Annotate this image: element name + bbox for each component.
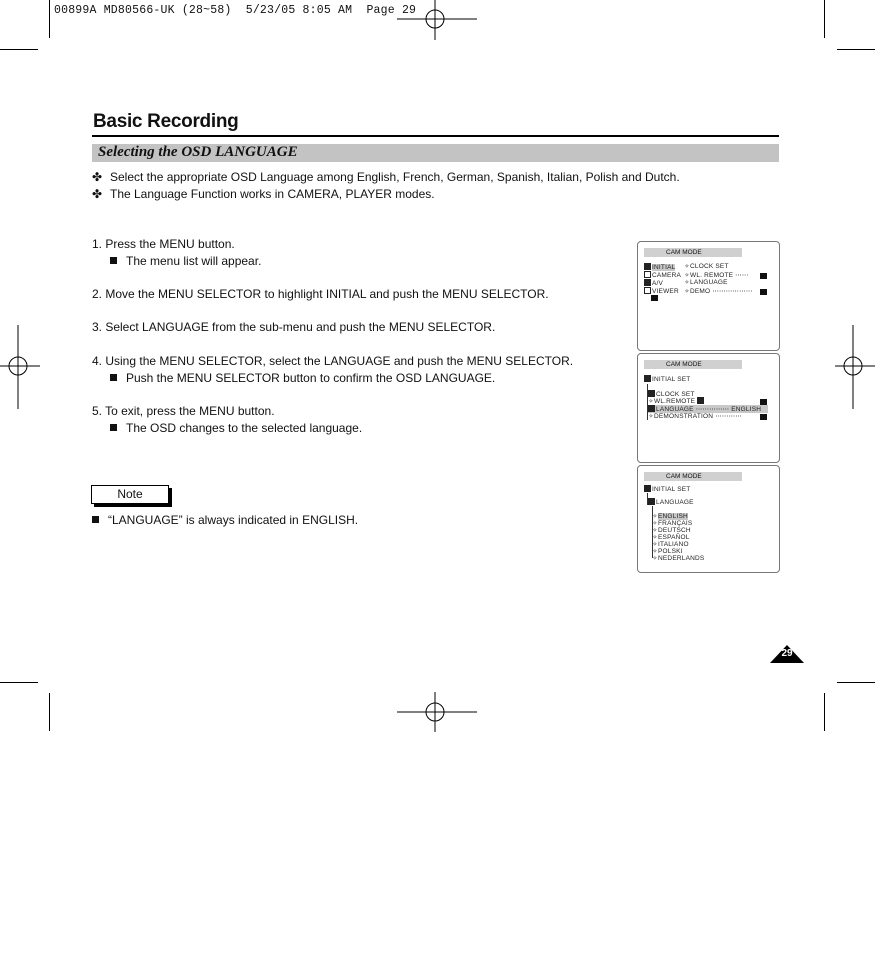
language-icon xyxy=(648,405,655,412)
step-4-sub xyxy=(110,371,495,385)
viewer-icon xyxy=(644,287,651,294)
crop-mark xyxy=(0,49,38,50)
remote-icon xyxy=(697,397,704,404)
lang-option-deutsch: ✧DEUTSCH xyxy=(652,527,691,534)
intro-bullet xyxy=(92,170,680,184)
osd-screen-2 xyxy=(637,353,780,463)
bullet-icon: ✤ xyxy=(92,170,103,184)
step-1: 1. Press the MENU button. xyxy=(92,237,235,251)
registration-mark-left xyxy=(0,325,40,409)
note-body: “LANGUAGE” is always indicated in ENGLISH. xyxy=(108,513,359,527)
folder-icon xyxy=(644,375,651,382)
bullet-text: Select the appropriate OSD Language among English, French, German, Spanish, Italian, Polish and Dutch. xyxy=(110,170,680,184)
crop-mark xyxy=(824,0,825,38)
menu-item-av: A/V xyxy=(644,279,663,287)
language-header: LANGUAGE xyxy=(648,498,694,506)
crop-mark xyxy=(49,693,50,731)
bullet-icon: ✤ xyxy=(92,187,103,201)
square-bullet-icon xyxy=(110,424,117,431)
page-title: Basic Recording xyxy=(93,111,239,132)
clock-icon xyxy=(648,390,655,397)
section-title: Selecting the OSD LANGUAGE xyxy=(98,144,298,160)
folder-icon xyxy=(644,263,651,270)
submenu-language: ✧LANGUAGE xyxy=(684,279,728,286)
initial-set-header: INITIAL SET xyxy=(644,375,690,383)
crop-mark xyxy=(0,682,38,683)
item-demonstration: ✧DEMONSTRATION ⋯⋯⋯⋯ xyxy=(648,413,742,420)
item-wl-remote: ✧WL.REMOTE xyxy=(648,397,705,405)
mode-bar: CAM MODE xyxy=(644,248,742,257)
lang-option-espanol: ✧ESPAÑOL xyxy=(652,534,690,541)
step-5-sub xyxy=(110,421,362,435)
osd-screen-1 xyxy=(637,241,780,351)
step-sub-text: The OSD changes to the selected language. xyxy=(126,421,363,435)
value-icon xyxy=(760,399,767,405)
registration-mark-bottom xyxy=(397,692,477,732)
step-5: 5. To exit, press the MENU button. xyxy=(92,404,275,418)
item-clock-set: CLOCK SET xyxy=(648,390,695,398)
submenu-demo: ✧DEMO ⋯⋯⋯⋯⋯⋯ xyxy=(684,288,753,295)
square-bullet-icon xyxy=(110,257,117,264)
bullet-text: The Language Function works in CAMERA, PLAYER modes. xyxy=(110,187,435,201)
crop-mark xyxy=(837,682,875,683)
tape-icon xyxy=(651,295,658,301)
crop-mark xyxy=(837,49,875,50)
step-3: 3. Select LANGUAGE from the sub-menu and push the MENU SELECTOR. xyxy=(92,320,496,334)
item-language: LANGUAGE ⋯⋯⋯⋯⋯ ENGLISH xyxy=(648,405,768,413)
step-sub-text: The menu list will appear. xyxy=(126,254,262,268)
value-icon xyxy=(760,289,767,295)
folder-icon xyxy=(644,485,651,492)
menu-item-camera: CAMERA xyxy=(644,271,681,279)
initial-set-header: INITIAL SET xyxy=(644,485,690,493)
step-1-sub xyxy=(110,254,261,268)
value-icon xyxy=(760,273,767,279)
mode-bar: CAM MODE xyxy=(644,472,742,481)
mode-bar: CAM MODE xyxy=(644,360,742,369)
menu-item-viewer: VIEWER xyxy=(644,287,679,295)
camera-icon xyxy=(644,271,651,278)
crop-mark xyxy=(49,0,50,38)
crop-mark xyxy=(824,693,825,731)
lang-option-polski: ✧POLSKI xyxy=(652,548,683,555)
menu-item-initial: INITIAL xyxy=(644,263,675,271)
registration-mark-top xyxy=(397,0,477,40)
lang-option-francais: ✧FRANÇAIS xyxy=(652,520,693,527)
osd-screen-3 xyxy=(637,465,780,573)
submenu-wl-remote: ✧WL. REMOTE ⋯⋯ xyxy=(684,272,749,279)
value-icon xyxy=(760,414,767,420)
note-label: Note xyxy=(91,485,169,504)
page-number: 29 xyxy=(781,648,793,659)
intro-bullet xyxy=(92,187,435,201)
registration-mark-right xyxy=(835,325,875,409)
section-header xyxy=(92,144,779,162)
lang-option-nederlands: ✧NEDERLANDS xyxy=(652,555,705,562)
language-icon xyxy=(648,498,655,505)
note-text xyxy=(92,513,358,527)
step-4: 4. Using the MENU SELECTOR, select the LANGUAGE and push the MENU SELECTOR. xyxy=(92,354,574,368)
square-bullet-icon xyxy=(92,516,99,523)
av-icon xyxy=(644,279,651,286)
submenu-clock-set: ✧CLOCK SET xyxy=(684,263,729,270)
square-bullet-icon xyxy=(110,374,117,381)
lang-option-english: ✧ENGLISH xyxy=(652,513,688,520)
title-rule xyxy=(92,135,779,137)
step-sub-text: Push the MENU SELECTOR button to confirm the OSD LANGUAGE. xyxy=(126,371,496,385)
step-2: 2. Move the MENU SELECTOR to highlight INITIAL and push the MENU SELECTOR. xyxy=(92,287,549,301)
print-header: 00899A MD80566-UK (28~58) 5/23/05 8:05 AM Page 29 xyxy=(54,4,417,17)
lang-option-italiano: ✧ITALIANO xyxy=(652,541,689,548)
